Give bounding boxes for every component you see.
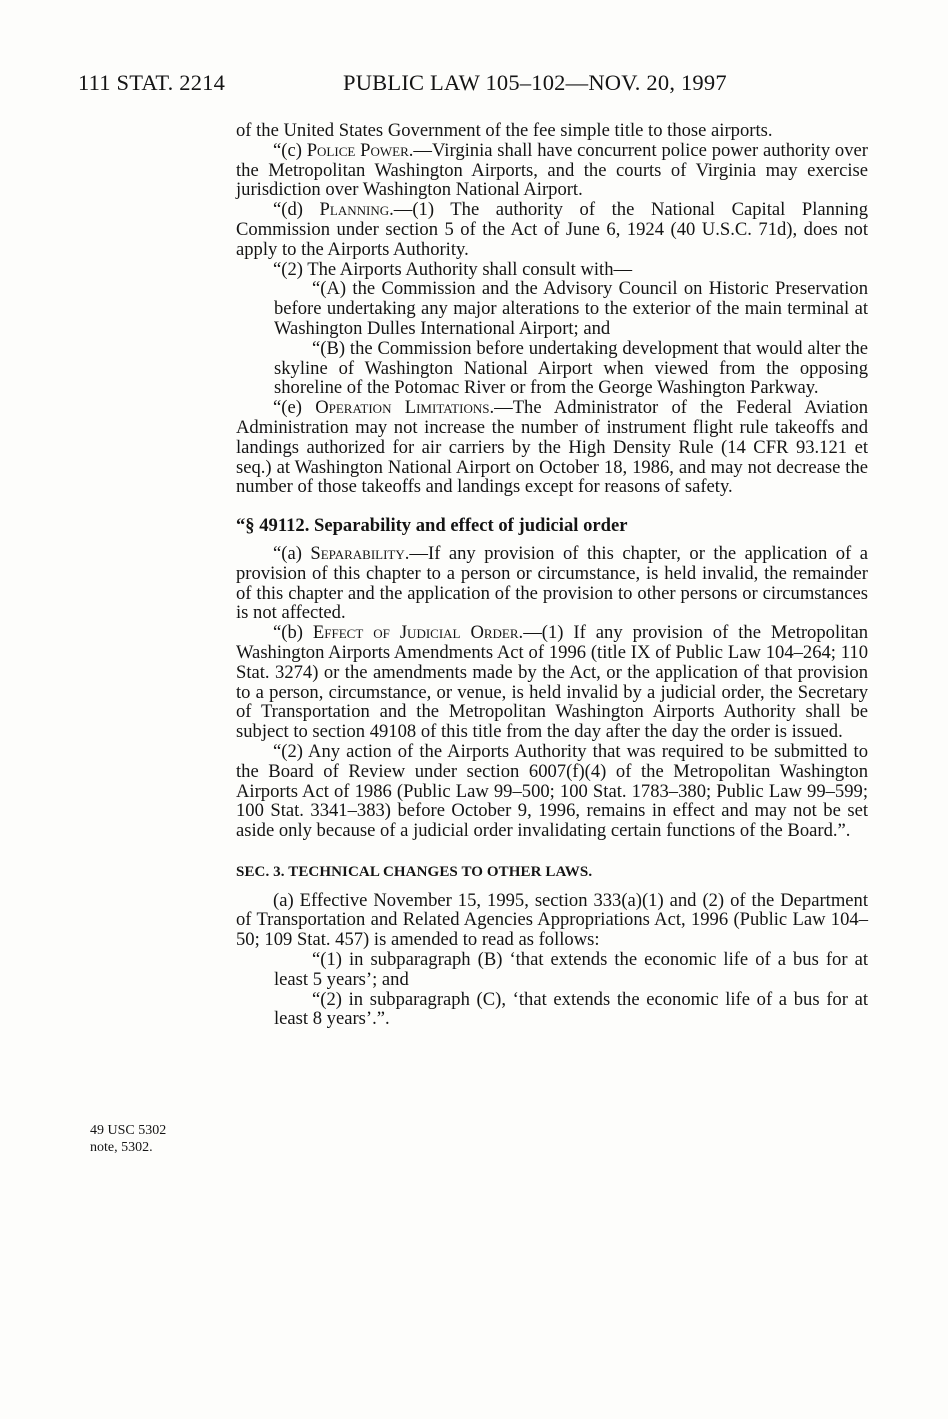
section-heading-sec-3: SEC. 3. TECHNICAL CHANGES TO OTHER LAWS. [236, 863, 593, 880]
paragraph-b-effect-of-judicial-order: “(b) Effect of Judicial Order.—(1) If any provision of the Metropolitan Washington Airports Amendments Act of 1996 (title IX of Public Law 104–264; 110 Stat. 3274) or the amendments made by the Act, or the application of that provision to a person, circumstance, or venue, is held invalid by a judicial order, the Secretary of Transportation and the Metropolitan Washington Airports Authority shall be subject to section 49108 of this title from the day after the day the order is issued. [236, 622, 868, 743]
public-law-reference: PUBLIC LAW 105–102—NOV. 20, 1997 [343, 70, 727, 95]
section-heading-49112: “§ 49112. Separability and effect of judicial order [236, 515, 628, 537]
margin-note-line2: note, 5302. [90, 1140, 153, 1155]
paragraph-sec3-a2: “(2) in subparagraph (C), ‘that extends the economic life of a bus for at least 8 years’.”. [274, 988, 868, 1030]
statute-page-reference: 111 STAT. 2214 [78, 70, 226, 95]
paragraph-d-planning: “(d) Planning.—(1) The authority of the National Capital Planning Commission under section 5 of the Act of June 6, 1924 (40 U.S.C. 71d), does not apply to the Airports Authority. [236, 199, 868, 260]
paragraph-c-police-power: “(c) Police Power.—Virginia shall have concurrent police power authority over the Metropolitan Washington Airports, and the courts of Virginia may exercise jurisdiction over Washington National Airport. [236, 139, 868, 201]
margin-note [90, 1122, 210, 1156]
paragraph-d2-A: “(A) the Commission and the Advisory Council on Historic Preservation before undertaking any major alterations to the exterior of the main terminal at Washington Dulles International Airport; and [274, 278, 868, 339]
paragraph-sec3-a1: “(1) in subparagraph (B) ‘that extends the economic life of a bus for at least 5 years’; and [274, 949, 868, 990]
paragraph-d2: “(2) The Airports Authority shall consult with— [273, 258, 633, 280]
heading-police-power: Police Power. [306, 139, 414, 161]
paragraph-b2: “(2) Any action of the Airports Authority that was required to be submitted to the Board of Review under section 6007(f)(4) of the Metropolitan Washington Airports Act of 1986 (Public Law 99–500; 100 Stat. 1783–380; Public Law 99–599; 100 Stat. 3341–383) before October 9, 1996, remains in effect and may not be set aside only because of a judicial order invalidating certain functions of the Board.”. [236, 740, 868, 842]
paragraph-e-operation-limitations: “(e) Operation Limitations.—The Administrator of the Federal Aviation Administration may not increase the number of instrument flight rule takeoffs and landings authorized for air carriers by the High Density Rule (14 CFR 93.121 et seq.) at Washington National Airport on October 18, 1986, and may not decrease the number of those takeoffs and landings except for reasons of safety. [236, 397, 868, 498]
margin-note-line1: 49 USC 5302 [90, 1123, 167, 1138]
heading-planning: Planning. [319, 199, 394, 221]
paragraph-sec3-a: (a) Effective November 15, 1995, section 333(a)(1) and (2) of the Department of Transportation and Related Agencies Appropriations Act, 1996 (Public Law 104–50; 109 Stat. 457) is amended to read as follows: [236, 889, 868, 951]
document-body [236, 121, 868, 1029]
paragraph-continuation: of the United States Government of the fee simple title to those airports. [236, 120, 773, 141]
heading-effect-of-judicial-order: Effect of Judicial Order. [312, 622, 524, 644]
heading-operation-limitations: Operation Limitations. [315, 397, 495, 419]
paragraph-d2-B: “(B) the Commission before undertaking development that would alter the skyline of Washington National Airport when viewed from the opposing shoreline of the Potomac River or from the George Washington Parkway. [274, 337, 868, 399]
heading-separability: Separability. [310, 542, 410, 564]
paragraph-a-separability: “(a) Separability.—If any provision of this chapter, or the application of a provision of this chapter to a person or circumstance, is held invalid, the remainder of this chapter and the application of the provision to other persons or circumstances is not affected. [236, 542, 868, 624]
